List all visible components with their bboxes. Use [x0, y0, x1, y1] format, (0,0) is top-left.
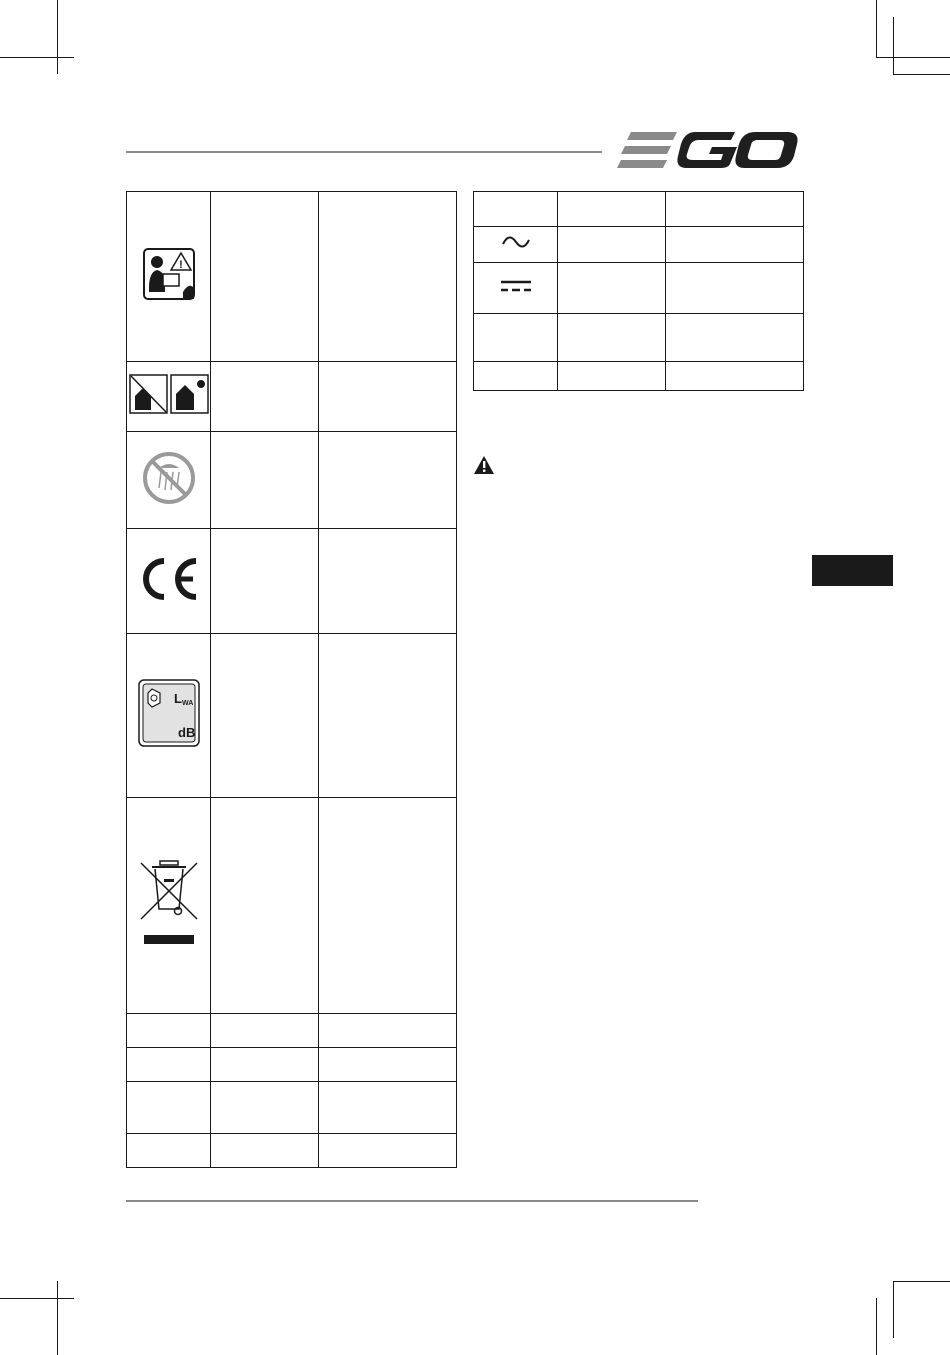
- crop-mark-top-left-v: [57, 0, 58, 74]
- meaning-cell: [666, 314, 804, 362]
- symbol-cell: [127, 192, 211, 362]
- table-row: [127, 529, 457, 634]
- ce-mark-icon: [139, 558, 199, 600]
- symbol-cell: [127, 1134, 211, 1168]
- symbol-cell: [474, 362, 558, 391]
- keep-bystanders-away-icon: [129, 374, 209, 414]
- crop-mark-top-right-h: [876, 57, 950, 58]
- symbol-cell: [127, 1014, 211, 1048]
- table-row: [127, 1134, 457, 1168]
- symbol-cell: [127, 1082, 211, 1134]
- description-cell: [558, 362, 666, 391]
- language-tab-marker: [812, 555, 893, 586]
- weee-crossed-bin-icon: [138, 857, 200, 949]
- description-cell: [211, 798, 319, 1014]
- table-row: [127, 1082, 457, 1134]
- crop-mark-bottom-right-v2: [893, 1281, 894, 1338]
- table-row: [127, 634, 457, 798]
- symbol-cell: [127, 798, 211, 1014]
- header-rule: [126, 151, 602, 153]
- crop-mark-top-left-h: [0, 57, 74, 58]
- table-row: [474, 263, 804, 314]
- left-symbol-table: [126, 191, 457, 1168]
- table-row: [474, 362, 804, 391]
- meaning-cell: [666, 227, 804, 263]
- meaning-cell: [666, 263, 804, 314]
- table-row: [127, 1048, 457, 1082]
- table-row: [474, 227, 804, 263]
- crop-mark-bottom-left-h: [0, 1298, 74, 1299]
- direct-current-icon: [499, 277, 533, 295]
- meaning-cell: [319, 1082, 457, 1134]
- table-row: [127, 1014, 457, 1048]
- table-row: [127, 798, 457, 1014]
- crop-mark-top-right-h2: [893, 74, 950, 75]
- description-cell: [558, 263, 666, 314]
- table-row: [474, 192, 804, 227]
- description-cell: [558, 314, 666, 362]
- description-cell: [211, 1014, 319, 1048]
- table-row: [127, 362, 457, 432]
- svg-text:WA: WA: [181, 700, 193, 707]
- table-row: [127, 192, 457, 362]
- table-row: [127, 432, 457, 529]
- meaning-cell: [319, 1048, 457, 1082]
- symbol-cell: [127, 432, 211, 529]
- footer-rule: [126, 1200, 698, 1202]
- ego-logo: [617, 130, 799, 172]
- table-row: [474, 314, 804, 362]
- meaning-cell: [319, 432, 457, 529]
- symbol-cell: [127, 529, 211, 634]
- sound-power-level-icon: [138, 679, 200, 747]
- symbol-cell: [474, 227, 558, 263]
- symbol-cell: [474, 192, 558, 227]
- meaning-cell: [319, 634, 457, 798]
- description-cell: [211, 634, 319, 798]
- right-symbol-table: [473, 191, 804, 391]
- svg-text:L: L: [173, 691, 182, 706]
- read-manual-warning-icon: [143, 248, 195, 300]
- meaning-cell: [319, 192, 457, 362]
- crop-mark-bottom-right-h: [893, 1281, 950, 1282]
- description-cell: [211, 192, 319, 362]
- description-cell: [558, 192, 666, 227]
- crop-mark-bottom-right-v: [876, 1298, 877, 1355]
- no-rain-exposure-icon: [141, 450, 197, 506]
- meaning-cell: [319, 1014, 457, 1048]
- crop-mark-top-right-v2: [893, 17, 894, 74]
- alternating-current-icon: [501, 232, 531, 252]
- description-cell: [211, 1082, 319, 1134]
- description-cell: [211, 432, 319, 529]
- description-cell: [211, 1048, 319, 1082]
- symbol-cell: [474, 314, 558, 362]
- crop-mark-top-right-v: [876, 0, 877, 57]
- description-cell: [211, 529, 319, 634]
- description-cell: [211, 1134, 319, 1168]
- warning-triangle-icon: [473, 455, 495, 475]
- symbol-cell: [127, 1048, 211, 1082]
- svg-text:!: !: [178, 259, 183, 271]
- meaning-cell: [319, 798, 457, 1014]
- meaning-cell: [319, 1134, 457, 1168]
- meaning-cell: [319, 362, 457, 432]
- symbol-cell: [127, 362, 211, 432]
- description-cell: [558, 227, 666, 263]
- meaning-cell: [666, 192, 804, 227]
- meaning-cell: [319, 529, 457, 634]
- crop-mark-bottom-left-v: [57, 1281, 58, 1355]
- symbol-cell: [127, 634, 211, 798]
- meaning-cell: [666, 362, 804, 391]
- svg-text:dB: dB: [177, 725, 195, 740]
- symbol-cell: [474, 263, 558, 314]
- description-cell: [211, 362, 319, 432]
